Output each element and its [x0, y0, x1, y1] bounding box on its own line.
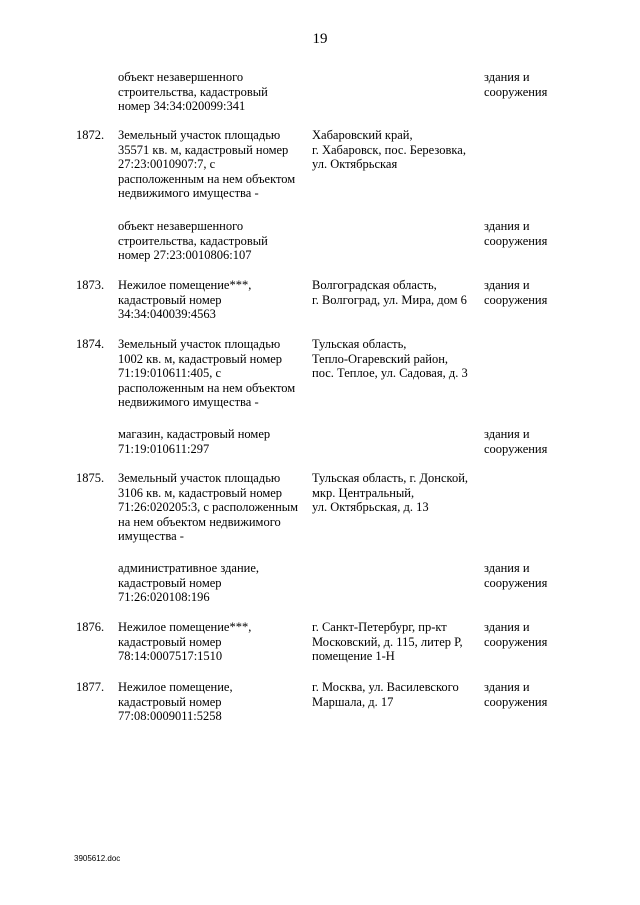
object-description: объект незавершенного строительства, кадастровый номер 27:23:0010806:107: [118, 219, 268, 262]
object-description: Земельный участок площадью 3106 кв. м, кадастровый номер 71:26:020205:3, с расположенным на нем объектом недвижимого имущества -: [118, 471, 299, 543]
row-number: 1873.: [76, 278, 105, 292]
object-description: магазин, кадастровый номер 71:19:010611:297: [118, 427, 271, 456]
row-number: 1877.: [76, 680, 105, 694]
object-description: объект незавершенного строительства, кадастровый номер 34:34:020099:341: [118, 70, 268, 113]
object-description: Земельный участок площадью 35571 кв. м, кадастровый номер 27:23:0010907:7, с расположенным на нем объектом недвижимого имущества -: [118, 128, 296, 200]
row-number: 1872.: [76, 128, 105, 142]
object-type: здания и сооружения: [484, 427, 548, 456]
object-address: г. Москва, ул. Василевского Маршала, д. 17: [312, 680, 459, 709]
object-description: Нежилое помещение***, кадастровый номер 34:34:040039:4563: [118, 278, 252, 321]
page-number: 19: [312, 31, 328, 47]
object-address: Тульская область, Тепло-Огаревский район, пос. Теплое, ул. Садовая, д. 3: [312, 337, 468, 380]
object-description: административное здание, кадастровый номер 71:26:020108:196: [118, 561, 260, 604]
object-address: Хабаровский край, г. Хабаровск, пос. Березовка, ул. Октябрьская: [312, 128, 466, 171]
row-number: 1874.: [76, 337, 105, 351]
object-type: здания и сооружения: [484, 70, 548, 99]
object-description: Нежилое помещение, кадастровый номер 77:08:0009011:5258: [118, 680, 233, 723]
object-type: здания и сооружения: [484, 278, 548, 307]
object-type: здания и сооружения: [484, 561, 548, 590]
object-description: Нежилое помещение***, кадастровый номер 78:14:0007517:1510: [118, 620, 252, 663]
object-type: здания и сооружения: [484, 680, 548, 709]
row-number: 1875.: [76, 471, 105, 485]
object-address: г. Санкт-Петербург, пр-кт Московский, д. 115, литер Р, помещение 1-Н: [312, 620, 463, 663]
object-type: здания и сооружения: [484, 219, 548, 248]
row-number: 1876.: [76, 620, 105, 634]
object-address: Тульская область, г. Донской, мкр. Центральный, ул. Октябрьская, д. 13: [312, 471, 469, 514]
document-filename: 3905612.doc: [74, 854, 121, 863]
object-address: Волгоградская область, г. Волгоград, ул. Мира, дом 6: [312, 278, 467, 307]
object-type: здания и сооружения: [484, 620, 548, 649]
object-description: Земельный участок площадью 1002 кв. м, кадастровый номер 71:19:010611:405, с расположенным на нем объектом недвижимого имущества -: [118, 337, 296, 409]
